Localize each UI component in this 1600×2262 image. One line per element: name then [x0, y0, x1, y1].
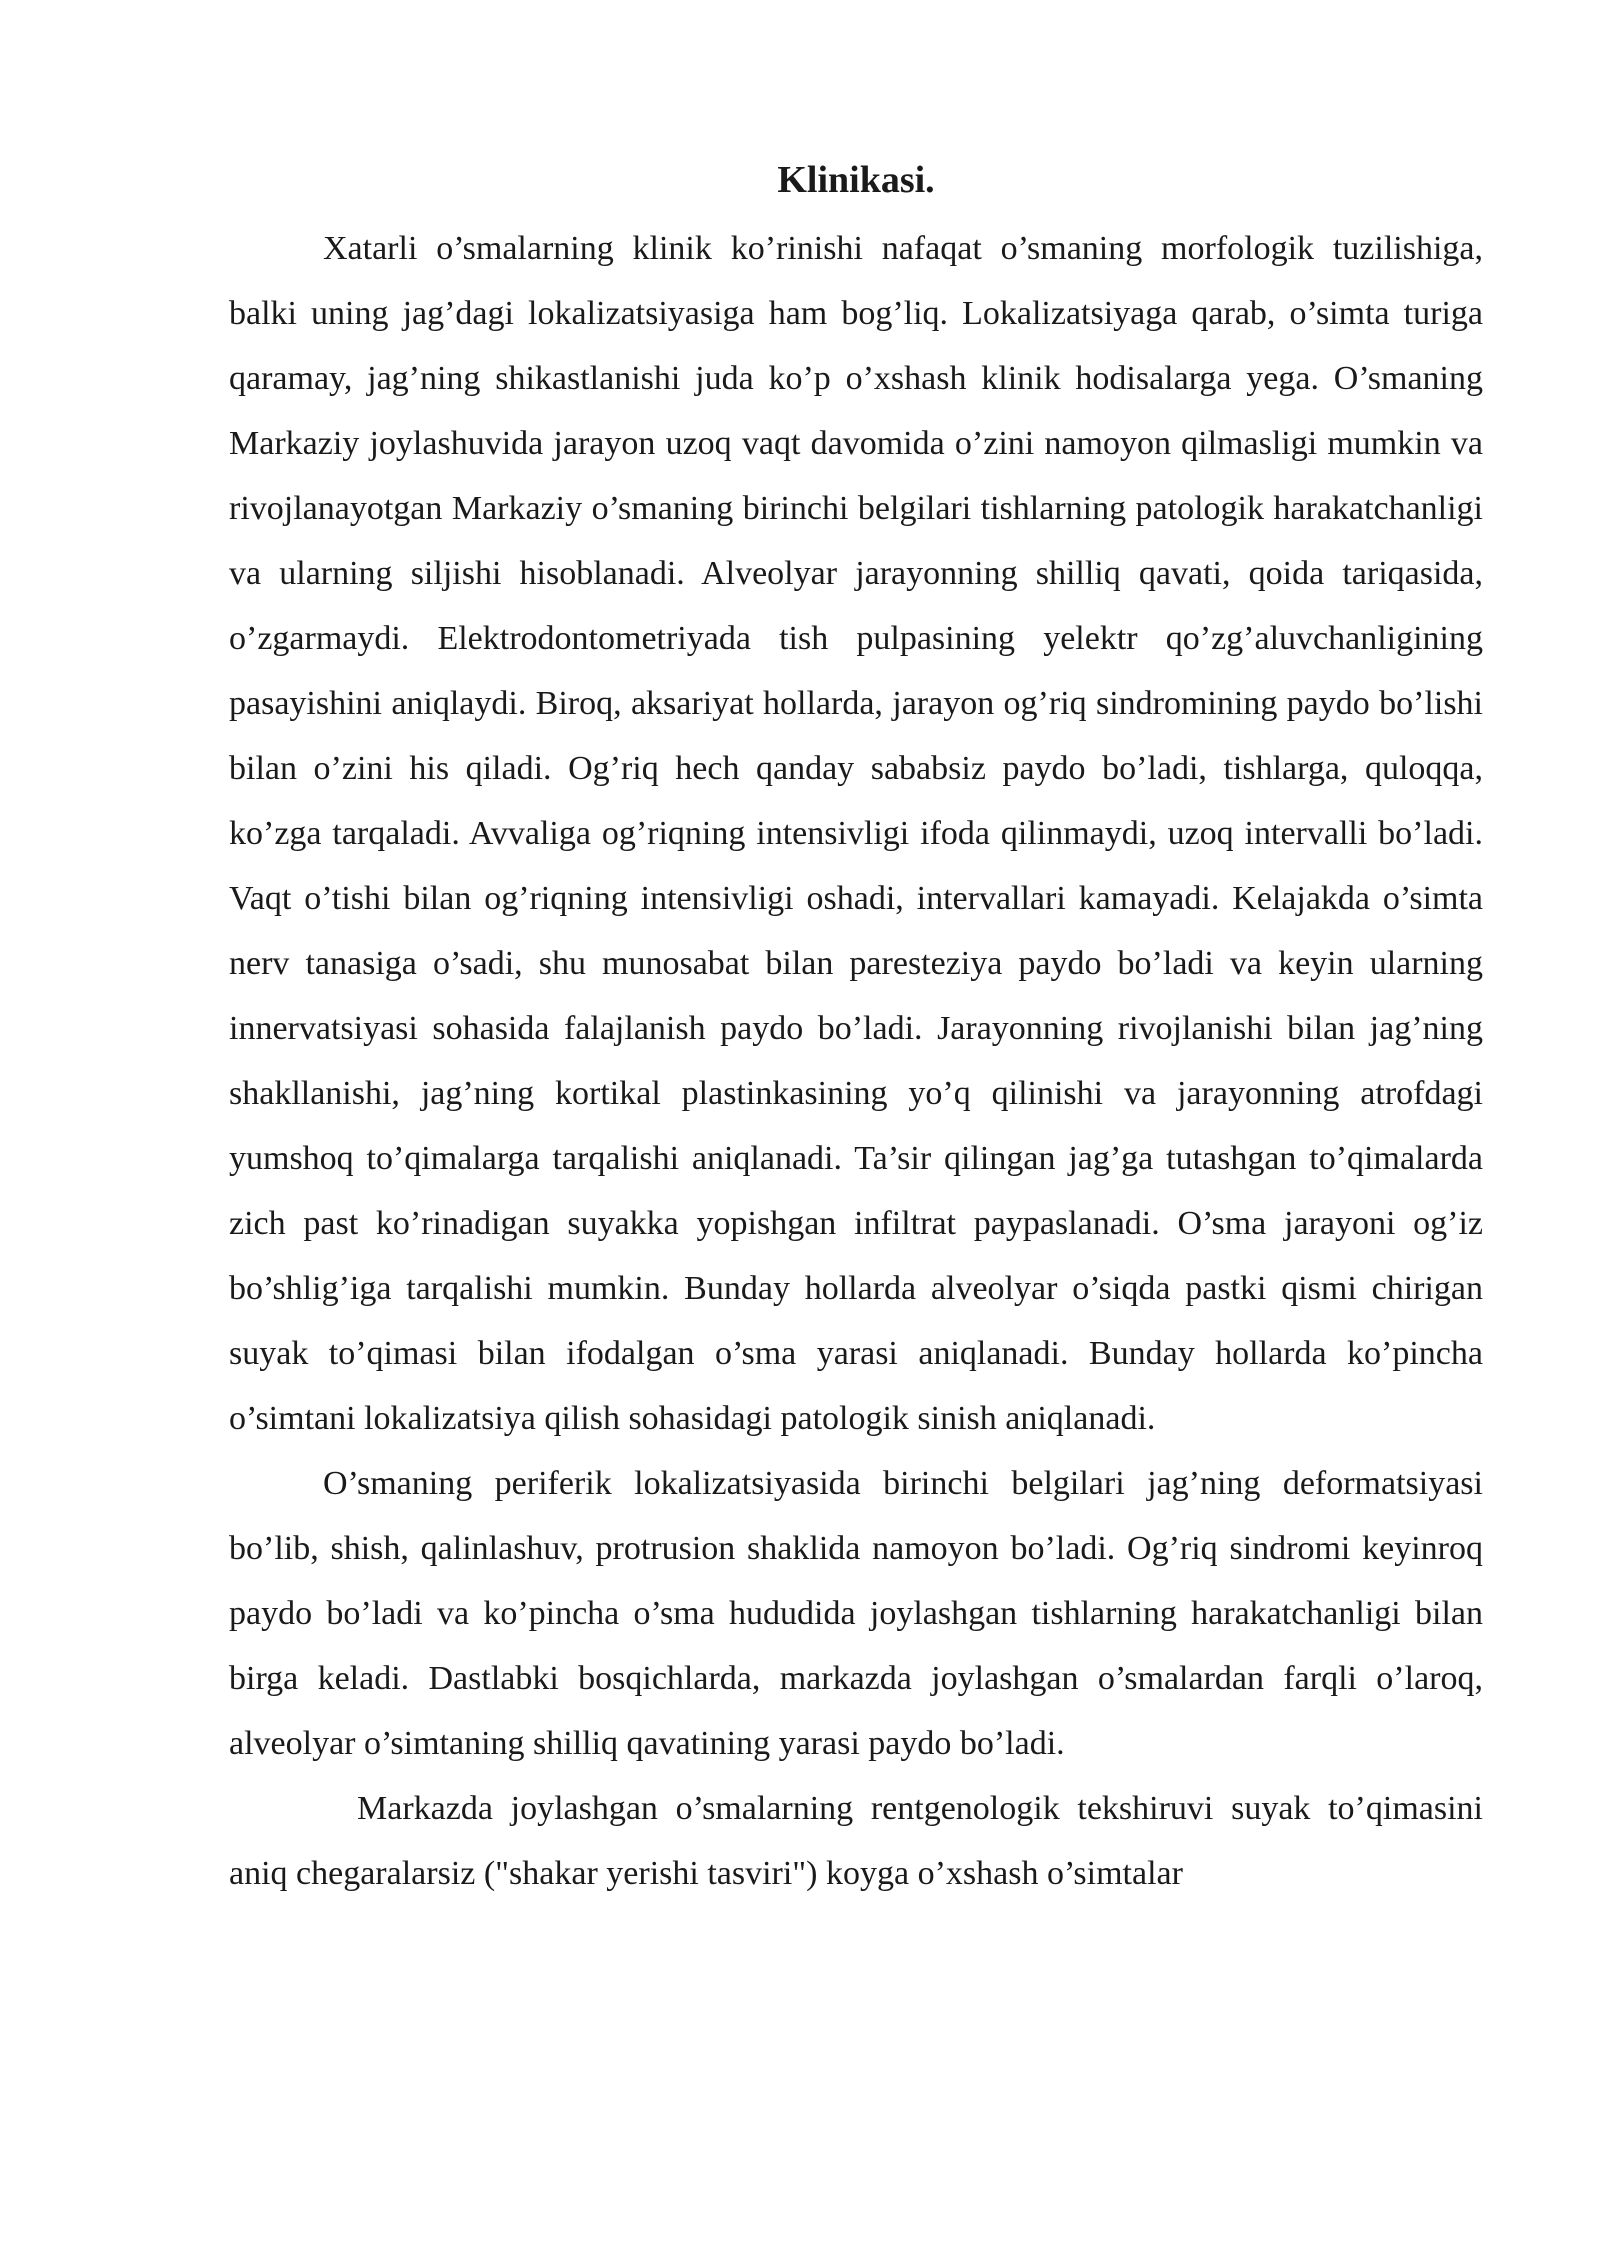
section-title: Klinikasi.	[777, 159, 935, 201]
paragraph-central-tumor-clinic: Xatarli o’smalarning klinik ko’rinishi nafaqat o’smaning morfologik tuzilishiga, balki uning jag’dagi lokalizatsiyasiga ham bog’liq. Lokalizatsiyaga qarab, o’simta turiga qaramay, jag’ning shikastlanishi juda ko’p o’xshash klinik hodisalarga yega. O’smaning Markaziy joylashuvida jarayon uzoq vaqt davomida o’zini namoyon qilmasligi mumkin va rivojlanayotgan Markaziy o’smaning birinchi belgilari tishlarning patologik harakatchanligi va ularning siljishi hisoblanadi. Alveolyar jarayonning shilliq qavati, qoida tariqasida, o’zgarmaydi. Elektrodontometriyada tish pulpasining yelektr qo’zg’aluvchanligining pasayishini aniqlaydi. Biroq, aksariyat hollarda, jarayon og’riq sindromining paydo bo’lishi bilan o’zini his qiladi. Og’riq hech qanday sababsiz paydo bo’ladi, tishlarga, quloqqa, ko’zga tarqaladi. Avvaliga og’riqning intensivligi ifoda qilinmaydi, uzoq intervalli bo’ladi. Vaqt o’tishi bilan og’riqning intensivligi oshadi, intervallari kamayadi. Kelajakda o’simta nerv tanasiga o’sadi, shu munosabat bilan paresteziya paydo bo’ladi va keyin ularning innervatsiyasi sohasida falajlanish paydo bo’ladi. Jarayonning rivojlanishi bilan jag’ning shakllanishi, jag’ning kortikal plastinkasining yo’q qilinishi va jarayonning atrofdagi yumshoq to’qimalarga tarqalishi aniqlanadi. Ta’sir qilingan jag’ga tutashgan to’qimalarda zich past ko’rinadigan suyakka yopishgan infiltrat paypaslanadi. O’sma jarayoni og’iz bo’shlig’iga tarqalishi mumkin. Bunday hollarda alveolyar o’siqda pastki qismi chirigan suyak to’qimasi bilan ifodalgan o’sma yarasi aniqlanadi. Bunday hollarda ko’pincha o’simtani lokalizatsiya qilish sohasidagi patologik sinish aniqlanadi.	[229, 230, 1483, 1437]
paragraph-peripheral-localization: O’smaning periferik lokalizatsiyasida birinchi belgilari jag’ning deformatsiyasi bo’lib, shish, qalinlashuv, protrusion shaklida namoyon bo’ladi. Og’riq sindromi keyinroq paydo bo’ladi va ko’pincha o’sma hududida joylashgan tishlarning harakatchanligi bilan birga keladi. Dastlabki bosqichlarda, markazda joylashgan o’smalardan farqli o’laroq, alveolyar o’simtaning shilliq qavatining yarasi paydo bo’ladi.	[229, 1465, 1483, 1762]
document-body	[229, 148, 1483, 1906]
paragraph-radiological-exam: Markazda joylashgan o’smalarning rentgenologik tekshiruvi suyak to’qimasini aniq chegaralarsiz ("shakar yerishi tasviri") koyga o’xshash o’simtalar	[229, 1790, 1483, 1892]
